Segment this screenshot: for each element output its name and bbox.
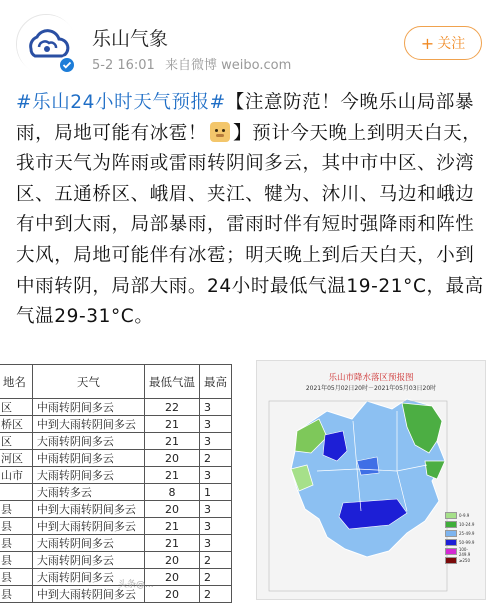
post-body: 】预计今天晚上到明天白天，我市天气为阵雨或雷雨转阴间多云，其中市中区、沙湾区、五通桥区、峨眉、夹江、犍为、沐川、马边和峨边有中到大雨，局部暴雨，雷雨时伴有短时强降雨和阵性大风，局地可能伴有冰雹；明天晚上到后天白天，小到中雨转阴，局部大雨。24小时最低气温19-21°C，最高气温29-31°C。 [16,122,484,328]
post-alert: 【注意防范！今晚乐山局部暴雨，局地可能有冰雹！ [16,92,475,144]
table-row [0,569,232,586]
table-cell-weather: 大雨转阴间多云 [32,552,144,569]
table-cell-weather: 中雨转阴间多云 [32,399,144,416]
table-cell-place: 县 [0,552,32,569]
legend-swatch [445,557,457,564]
table-cell-max: 2 [199,569,231,586]
table-cell-min: 20 [144,586,199,603]
header-min: 最低气温 [144,365,199,399]
table-cell-min: 21 [144,518,199,535]
table-cell-place: 山市 [0,467,32,484]
table-cell-weather: 大雨转阴间多云 [32,535,144,552]
map-date: 2021年05月02日20时－2021年05月03日20时 [305,385,437,392]
table-cell-min: 21 [144,535,199,552]
watermark: 头条@... [118,580,154,590]
table-cell-weather: 中到大雨转阴间多云 [32,416,144,433]
table-cell-weather: 大雨转阴间多云 [32,433,144,450]
follow-button[interactable] [404,26,482,60]
legend-swatch [445,530,457,537]
table-cell-place: 县 [0,518,32,535]
precipitation-map [257,361,487,601]
table-row [0,535,232,552]
legend-swatch [445,548,457,555]
table-cell-weather: 大雨转阴间多云 [32,569,144,586]
legend-label: 10-24.9 [459,522,475,527]
table-cell-place: 区 [0,399,32,416]
table-cell-place: 河区 [0,450,32,467]
table-cell-min: 20 [144,450,199,467]
table-cell-place [0,484,32,501]
table-cell-min: 21 [144,467,199,484]
table-cell-weather: 中到大雨转阴间多云 [32,501,144,518]
table-cell-min: 20 [144,552,199,569]
table-row [0,416,232,433]
table-row [0,399,232,416]
table-row [0,501,232,518]
legend-label: ≥250 [459,558,470,563]
header-max: 最高 [199,365,231,399]
table-row [0,467,232,484]
table-header-row [0,365,232,399]
map-title: 乐山市降水落区预报图 [328,373,414,383]
table-cell-min: 22 [144,399,199,416]
post-source[interactable]: 来自微博 weibo.com [164,58,292,73]
table-cell-place: 县 [0,535,32,552]
table-cell-max: 3 [199,433,231,450]
plus-icon: + [420,33,435,53]
legend-item [445,511,479,520]
table-cell-max: 1 [199,484,231,501]
legend-label: 100-249.9 [458,546,471,557]
hashtag-link[interactable]: #乐山24小时天气预报# [16,92,226,113]
table-row [0,552,232,569]
header-place: 地名 [0,365,32,399]
account-name[interactable]: 乐山气象 [92,28,169,50]
table-cell-max: 2 [199,552,231,569]
legend-label: 25-49.9 [459,531,475,536]
table-cell-place: 区 [0,433,32,450]
table-cell-max: 3 [199,535,231,552]
legend-label: 50-99.9 [459,540,475,545]
table-cell-max: 3 [199,399,231,416]
table-cell-place: 桥区 [0,416,32,433]
table-cell-weather: 中到大雨转阴间多云 [32,586,144,603]
table-cell-min: 20 [144,569,199,586]
post-text [16,88,486,333]
post-meta [92,54,297,73]
table-row [0,586,232,603]
table-row [0,433,232,450]
legend-swatch [445,512,457,519]
legend-item [445,547,479,556]
table-cell-min: 20 [144,501,199,518]
doge-emoji-icon [210,122,230,142]
legend-swatch [445,521,457,528]
table-cell-max: 3 [199,518,231,535]
verified-badge-icon [58,56,76,74]
legend-label: 0-9.9 [459,513,470,518]
table-cell-weather: 大雨转多云 [32,484,144,501]
table-cell-place: 县 [0,569,32,586]
table-row [0,484,232,501]
table-cell-place: 县 [0,501,32,518]
table-cell-max: 2 [199,450,231,467]
follow-label: 关注 [437,36,466,52]
table-cell-max: 2 [199,586,231,603]
table-cell-weather: 大雨转阴间多云 [32,467,144,484]
table-cell-max: 3 [199,467,231,484]
table-cell-min: 8 [144,484,199,501]
table-cell-weather: 中到大雨转阴间多云 [32,518,144,535]
header-weather: 天气 [32,365,144,399]
legend-item [445,556,479,565]
precipitation-map-image[interactable] [256,360,486,600]
legend-item [445,520,479,529]
post-time: 5-2 16:01 [92,58,155,73]
table-cell-min: 21 [144,433,199,450]
map-legend [445,511,479,565]
table-cell-min: 21 [144,416,199,433]
table-cell-max: 3 [199,501,231,518]
legend-swatch [445,539,457,546]
legend-item [445,529,479,538]
table-row [0,518,232,535]
forecast-table-image[interactable] [1,364,250,601]
table-cell-place: 县 [0,586,32,603]
forecast-table [0,364,232,603]
table-cell-weather: 中雨转阴间多云 [32,450,144,467]
table-row [0,450,232,467]
table-cell-max: 3 [199,416,231,433]
